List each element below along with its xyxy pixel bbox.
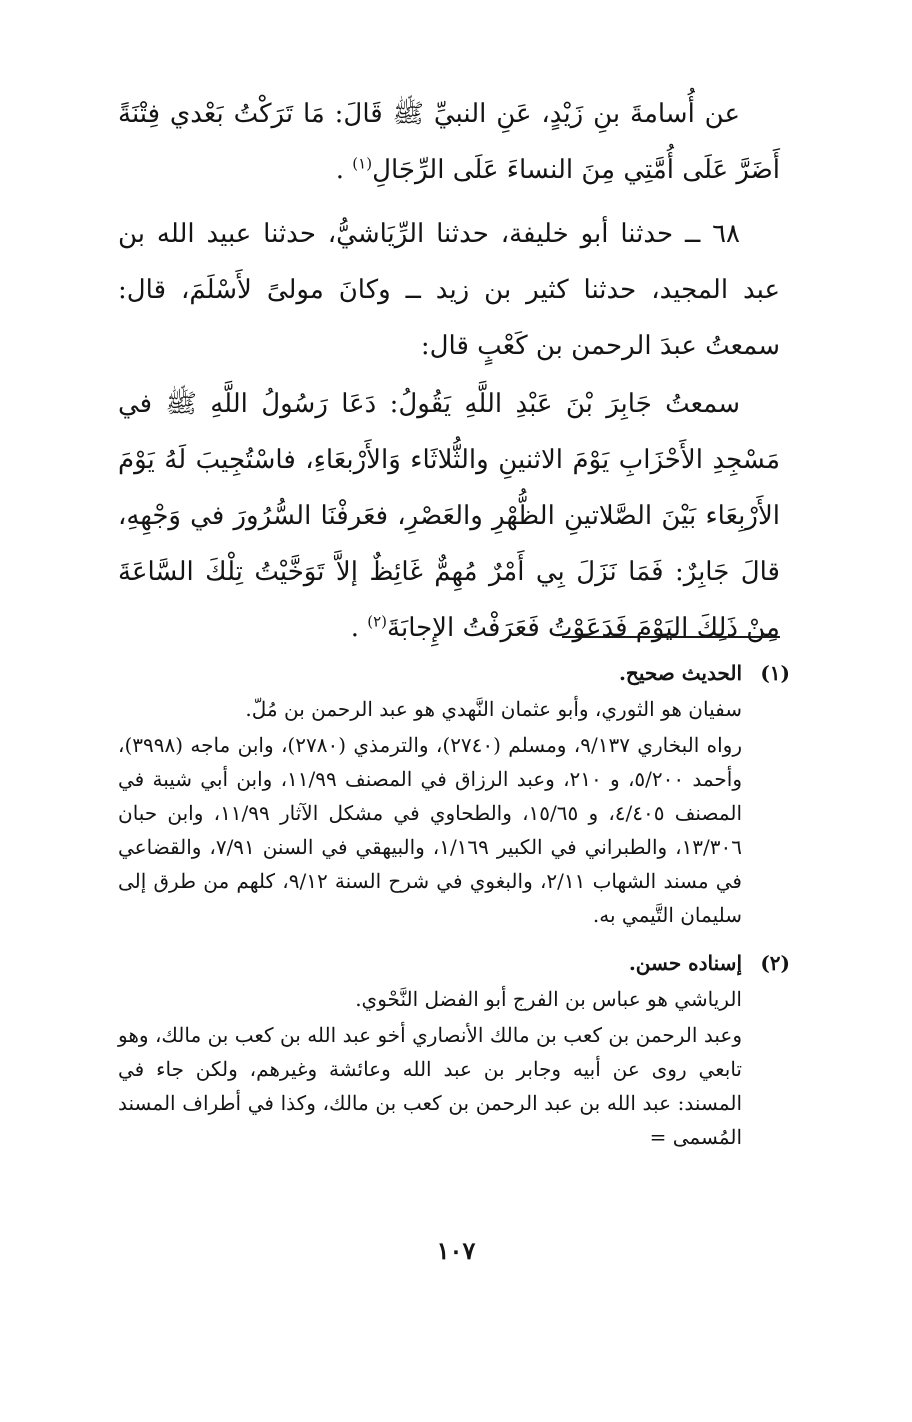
footnote-1 [118, 656, 790, 932]
hadith-paragraph-68-matn [118, 376, 780, 656]
footnote-paragraph: رواه البخاري ٩/١٣٧، ومسلم (٢٧٤٠)، والترمذي (٢٧٨٠)، وابن ماجه (٣٩٩٨)، وأحمد ٥/٢٠٠، و ٢١٠، وعبد الرزاق في المصنف ١١/٩٩، وابن أبي شيبة في المصنف ٤/٤٠٥، و ١٥/٦٥، والطحاوي في مشكل الآثار ١١/٩٩، وابن حبان ١٣/٣٠٦، والطبراني في الكبير ١/١٦٩، والبيهقي في السنن ٧/٩١، والقضاعي في مسند الشهاب ٢/١١، والبغوي في شرح السنة ٩/١٢، كلهم من طرق إلى سليمان التَّيمي به. [118, 733, 743, 927]
footnote-divider [562, 636, 780, 638]
hadith-paragraph-1 [118, 86, 780, 198]
footnote-paragraph: وعبد الرحمن بن كعب بن مالك الأنصاري أخو عبد الله بن كعب بن مالك، وهو تابعي روى عن أبيه وجابر بن عبد الله وعائشة وغيرهم، ولكن جاء في المسند: عبد الله بن عبد الرحمن بن كعب بن مالك، وكذا في أطراف المسند المُسمى = [118, 1023, 742, 1149]
footnote-heading: الحديث صحيح. [618, 661, 742, 685]
paragraph-text: سمعتُ جَابِرَ بْنَ عَبْدِ اللَّهِ يَقُولُ: دَعَا رَسُولُ اللَّهِ ﷺ في مَسْجِدِ الأَحْزَابِ يَوْمَ الاثنينِ والثُّلاثَاء وَالأَرْبعَاءِ، فاسْتُجِيبَ لَهُ يَوْمَ الأَرْبِعَاء بَيْنَ الصَّلاتينِ الظُّهْرِ والعَصْرِ، فعَرفْنَا السُّرُورَ في وَجْهِهِ، قالَ جَابِرٌ: فَمَا نَزَلَ بِي أَمْرٌ مُهِمٌّ غَائِظٌ إلاَّ تَوَخَّيْتُ تِلْكَ السَّاعَةَ مِنْ ذَلِكَ اليَوْمَ فَدَعَوْتُ فَعَرَفْتُ الإِجابَةَ [118, 389, 780, 643]
footnote-reference-2[interactable]: (٢) [367, 612, 388, 631]
footnote-number: (٢) [760, 951, 790, 975]
page-number: ١٠٧ [436, 1236, 476, 1265]
paragraph-text: ٦٨ ــ حدثنا أبو خليفة، حدثنا الرِّيَاشيُّ، حدثنا عبيد الله بن عبد المجيد، حدثنا كثير بن زيد ــ وكانَ مولىً لأَسْلَمَ، قال: سمعتُ عبدَ الرحمن بن كَعْبٍ قال: [118, 219, 781, 361]
footnote-paragraph: الرياشي هو عباس بن الفرج أبو الفضل النَّحْوي. [355, 987, 742, 1011]
footnote-reference-1[interactable]: (١) [352, 154, 373, 173]
footnote-paragraph: سفيان هو الثوري، وأبو عثمان النَّهدي هو عبد الرحمن بن مُلّ. [245, 697, 742, 721]
paragraph-text: عن أُسامةَ بنِ زَيْدٍ، عَنِ النبيِّ ﷺ قَالَ: مَا تَرَكْتُ بَعْدي فِتْنَةً أَضَرَّ عَلَى أُمَّتِي مِنَ النساءَ عَلَى الرِّجَالِ [118, 99, 780, 185]
footnote-number: (١) [760, 661, 790, 685]
footnotes-section [118, 650, 790, 1156]
footnote-2 [118, 946, 790, 1154]
paragraph-end: . [350, 613, 359, 643]
hadith-paragraph-68 [118, 206, 780, 374]
footnote-heading: إسناده حسن. [628, 951, 742, 975]
paragraph-end: . [335, 155, 345, 185]
